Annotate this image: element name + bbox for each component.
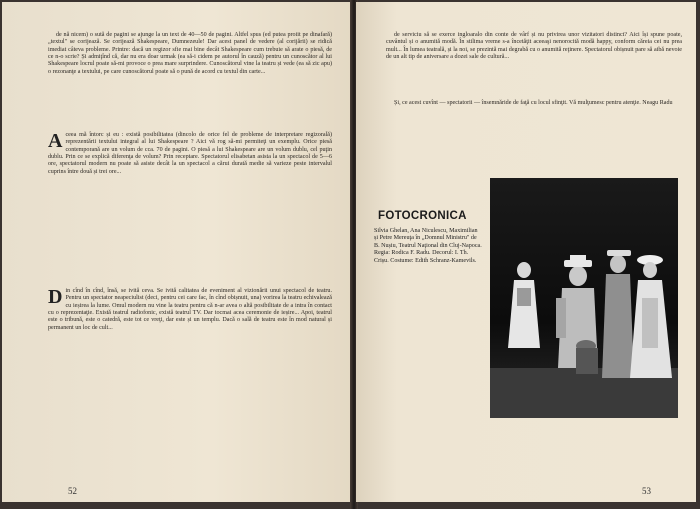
page-number-left: 52 (68, 486, 77, 496)
left-bottom-text: in cînd în cînd, însă, se ivită ceva. Se ivită calitatea de eveniment al vizionării unui spectacol de teatru. Pentru un spectator neapeciulist (deci, pentru cei care fac, în cînd obișnuit, una) vorirea la teatru echivalează cu ieșirea la lume. Omul modern nu vine la teatru pentru că n-ar avea o altă posibilitate de a intra în contact cu o reprezentaţie. Există teatrul radiofonic, există teatrul TV. Dar tocmai acea ceremonie de ieșire... Apoi, teatrul este o tribună, este o catedră, este tot ce vreţi, dar este și un templu. Dacă o sală de teatru este în mod natural și permanent un loc de cult... (48, 288, 332, 331)
dropcap-d: D (48, 286, 63, 308)
left-top-paragraph (48, 32, 332, 76)
right-closing-paragraph (386, 100, 682, 107)
photo-caption: Silvia Ghelan, Ana Niculescu, Maximilian și Petre Mereuţa în „Domnul Ministru" de B. Nușiu, Teatrul Naţional din Cluj-Napoca. Regia: Rodica F. Radu. Decorul: I. Th. Crișu. Costume: Edith Schranz-Kamevils. (374, 228, 482, 264)
page-number-right: 53 (642, 486, 651, 496)
right-closing-text: Și, ce acest cuvînt — spectatorii — însemnăride de faţă cu locul sfinţit. Vă mulţumesc pentru atenţie. Neagu Radu (394, 100, 673, 106)
right-top-text: de serviciu să se exerce ingloaralo din conte de vârf și nu privirea unor vizitatori distinct? Aici își spune poate, cuvântul și o anumită modă. În stilima vreme s-a încetăţit aceeaşi nenorocită modă happy, conform căreia cei nu prea mult... În lumea teatrală, și la noi, se prezintă mai degrabă cu o anumită reţinere. Spectatorul obișnuit pare să aibă nevoie de un alt tip de aniversare a dozei sale de cultură... (386, 32, 682, 61)
theater-photo (490, 178, 678, 418)
left-middle-paragraph (48, 132, 332, 176)
left-page (2, 2, 352, 502)
left-bottom-paragraph (48, 288, 332, 332)
left-middle-text: ceea mă întorc și eu : există posibilitatea (dincolo de orice fel de probleme de interpretare regizorală) reprezentării textului integral al lui Shakespeare ? Aici vă rog să-mi permiteţi un exemplu. Orice piesă contemporană are un volum de cca. 70 de pagini. O piesă a lui Shakespeare are un volum dublu, cel puţin dublu. Prin ce se explică diferenţa de volum? Prin receptare. Spectatorul elisabetan asista la un spectacol de 5—6 ore, spectatorul modern nu poate să asiste decât la un spectacol a cărui durată medie să varieze peste intervalul cuprins între două și trei ore... (48, 132, 332, 175)
theater-photo-image (490, 178, 678, 418)
right-page (356, 2, 696, 502)
right-top-paragraph (386, 32, 682, 61)
left-top-text: de nă nicem) o sută de pagini se ajunge la un text de 40—50 de pagini. Altfel spus (ed putea proiit pe dinafară) „textul" se corijează. Se corijează Shakespeare, Dumnezeule! Dar acest panel de vedere (al corijării) se ridică imediat câteva probleme. Printre: dacă un regizor sfie mai bine decât Shakespeare cum trebuie să arate o piesă, de ce n-o scrie? Și admiţînd că, dar nu era doar urmak (ea să-i cidem pe autorul în cauză) pentru un cunoscător al lui Shakespeare locrul poate să-mi provoce o prea mare surprindere. Cunoscătorul vine la teatru și vede (ea să zic apu) o rezonanţe a textului, pe care cunoscătorul poate să o pună de acord cu textul din carte... (48, 32, 332, 75)
section-heading: FOTOCRONICA (378, 210, 467, 222)
dropcap-a: A (48, 130, 63, 152)
